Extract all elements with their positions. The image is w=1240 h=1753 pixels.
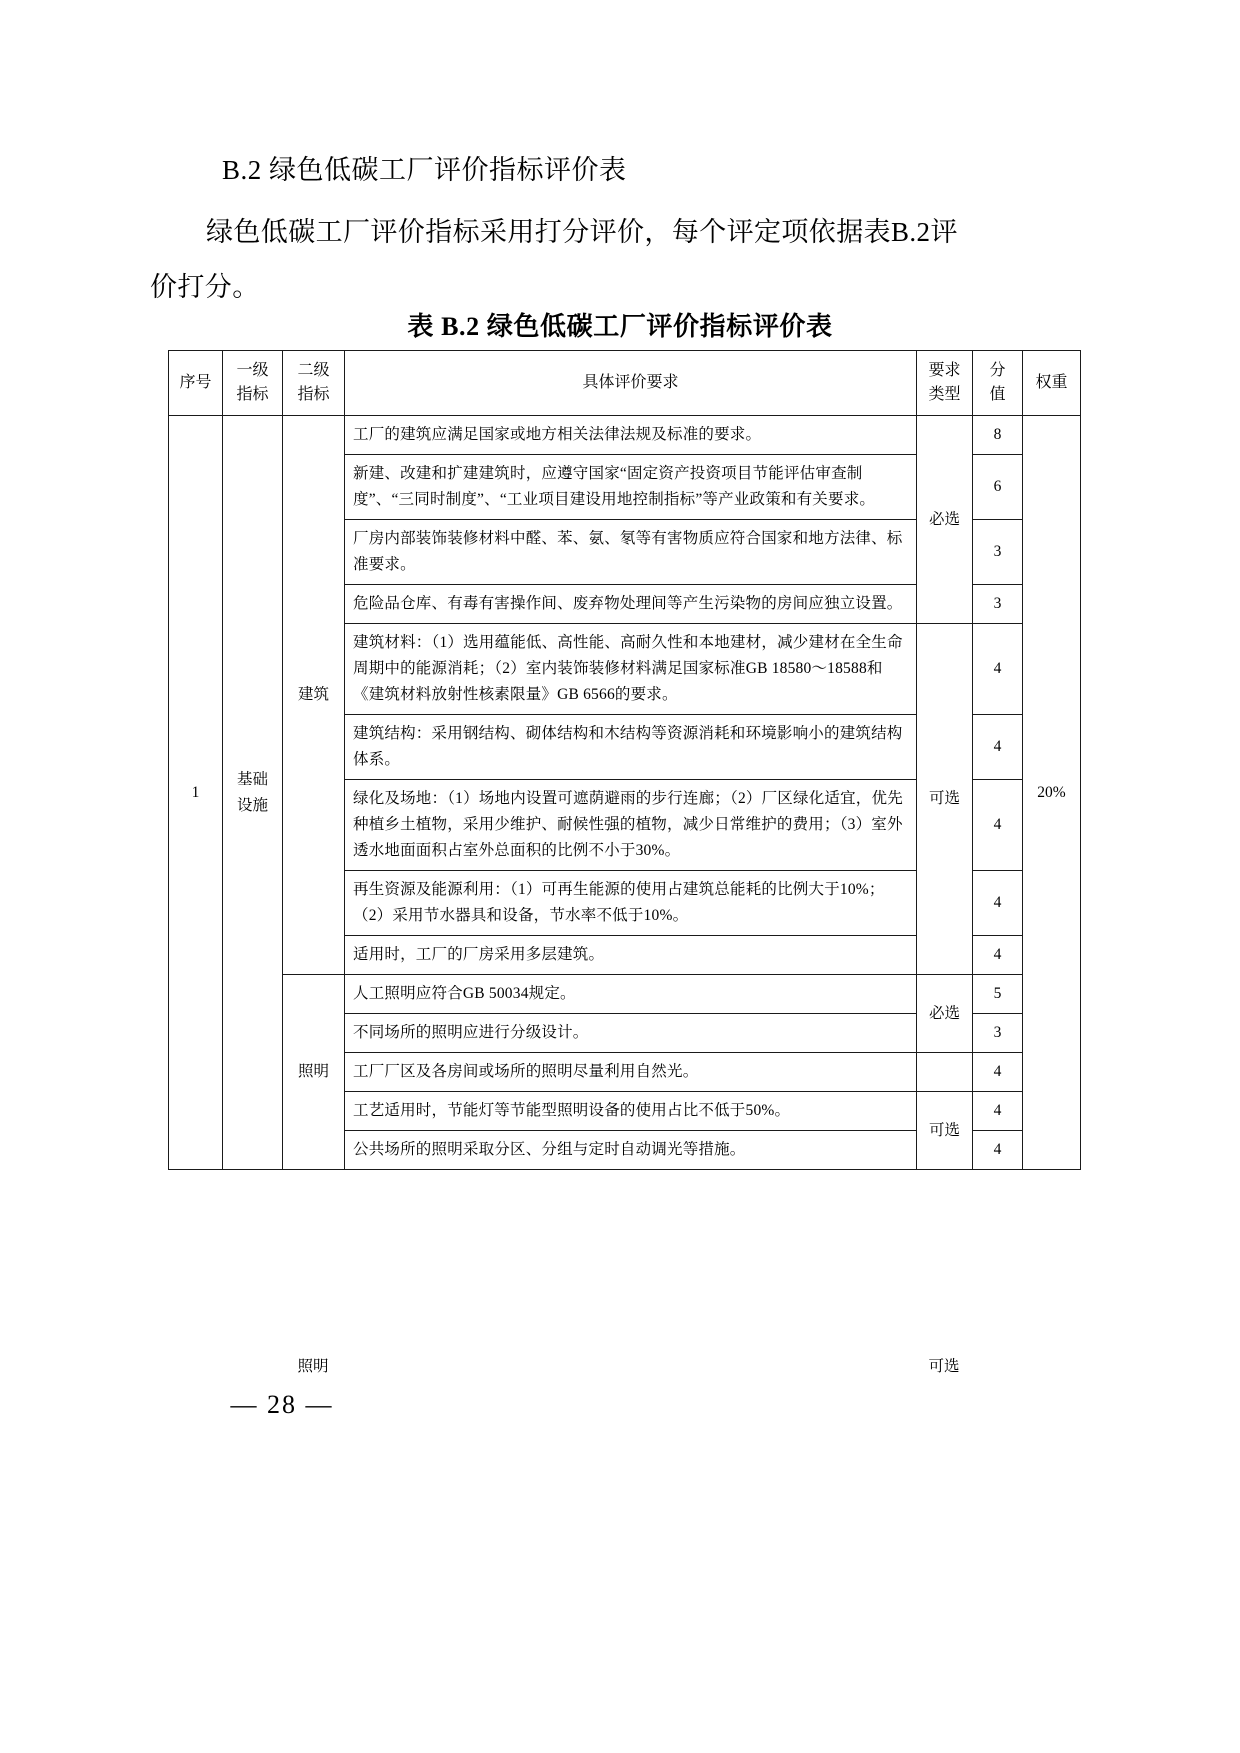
cell-type-optional: 可选 xyxy=(917,1092,973,1170)
evaluation-table-wrapper xyxy=(168,350,1072,1170)
cell-score: 8 xyxy=(973,416,1023,455)
cell-weight: 20% xyxy=(1023,416,1081,1170)
th-seq-label: 序号 xyxy=(179,374,212,391)
th-level2-line1: 二级 xyxy=(297,362,330,379)
cell-score: 6 xyxy=(973,455,1023,520)
th-score-line2: 值 xyxy=(989,386,1006,403)
table-continuation-row xyxy=(168,1348,1072,1386)
intro-paragraph: 绿色低碳工厂评价指标采用打分评价，每个评定项依据表B.2评价打分。 xyxy=(150,217,958,302)
cell-blank xyxy=(222,1348,282,1386)
cell-type-required: 必选 xyxy=(917,416,973,624)
cell-blank xyxy=(168,1348,222,1386)
cell-type-required: 必选 xyxy=(917,975,973,1053)
cell-score: 5 xyxy=(973,975,1023,1014)
cell-score: 4 xyxy=(973,1092,1023,1131)
cell-score: 4 xyxy=(973,1131,1023,1170)
th-level2 xyxy=(283,351,345,416)
th-level1 xyxy=(223,351,283,416)
cell-requirement: 工厂厂区及各房间或场所的照明尽量利用自然光。 xyxy=(345,1053,917,1092)
cell-requirement: 绿化及场地：（1）场地内设置可遮荫避雨的步行连廊；（2）厂区绿化适宜，优先种植乡土植物，采用少维护、耐候性强的植物，减少日常维护的费用；（3）室外透水地面面积占室外总面积的比例不小于30%。 xyxy=(345,780,917,871)
cell-requirement: 工厂的建筑应满足国家或地方相关法律法规及标准的要求。 xyxy=(345,416,917,455)
cell-seq: 1 xyxy=(169,416,223,1170)
cell-requirement: 再生资源及能源利用：（1）可再生能源的使用占建筑总能耗的比例大于10%；（2）采用节水器具和设备，节水率不低于10%。 xyxy=(345,871,917,936)
table-row xyxy=(169,975,1081,1014)
cell-score: 4 xyxy=(973,780,1023,871)
table-header xyxy=(169,351,1081,416)
cell-requirement: 新建、改建和扩建建筑时，应遵守国家“固定资产投资项目节能评估审查制度”、“三同时制度”、“工业项目建设用地控制指标”等产业政策和有关要求。 xyxy=(345,455,917,520)
cell-score: 3 xyxy=(973,520,1023,585)
cell-requirement: 建筑结构：采用钢结构、砌体结构和木结构等资源消耗和环境影响小的建筑结构体系。 xyxy=(345,715,917,780)
cell-requirement: 危险品仓库、有毒有害操作间、废弃物处理间等产生污染物的房间应独立设置。 xyxy=(345,585,917,624)
page-number xyxy=(0,1390,1240,1420)
th-weight-label: 权重 xyxy=(1035,374,1068,391)
th-score xyxy=(973,351,1023,416)
page-number-text: — 28 — xyxy=(230,1390,334,1419)
cell-requirement: 人工照明应符合GB 50034规定。 xyxy=(345,975,917,1014)
table-row xyxy=(168,1348,1080,1386)
cell-requirement: 建筑材料：（1）选用蕴能低、高性能、高耐久性和本地建材，减少建材在全生命周期中的能源消耗；（2）室内装饰装修材料满足国家标准GB 18580～18588和《建筑材料放射性核素限量》GB 6566的要求。 xyxy=(345,624,917,715)
cell-score: 4 xyxy=(973,871,1023,936)
th-type-line2: 类型 xyxy=(928,386,961,403)
th-score-line1: 分 xyxy=(989,362,1006,379)
cell-requirement: 适用时，工厂的厂房采用多层建筑。 xyxy=(345,936,917,975)
cell-type-optional: 可选 xyxy=(917,624,973,975)
cell-requirement: 厂房内部装饰装修材料中醛、苯、氨、氡等有害物质应符合国家和地方法律、标准要求。 xyxy=(345,520,917,585)
table-body xyxy=(169,416,1081,1170)
th-requirement-label: 具体评价要求 xyxy=(582,374,679,391)
cell-score: 4 xyxy=(973,1053,1023,1092)
th-weight xyxy=(1023,351,1081,416)
cell-score: 4 xyxy=(973,624,1023,715)
table-row xyxy=(169,416,1081,455)
cell-blank xyxy=(1022,1348,1080,1386)
cell-type-optional-continued: 可选 xyxy=(928,1358,960,1375)
evaluation-table xyxy=(168,350,1081,1170)
section-heading: B.2 绿色低碳工厂评价指标评价表 xyxy=(222,155,627,185)
cell-blank xyxy=(344,1348,916,1386)
th-level2-line2: 指标 xyxy=(297,386,330,403)
cell-score: 4 xyxy=(973,715,1023,780)
th-level1-line2: 指标 xyxy=(236,386,269,403)
cell-level2-lighting-continued: 照明 xyxy=(297,1358,329,1375)
table-caption: 表 B.2 绿色低碳工厂评价指标评价表 xyxy=(407,312,833,341)
th-requirement xyxy=(345,351,917,416)
cell-score: 3 xyxy=(973,1014,1023,1053)
cell-score: 3 xyxy=(973,585,1023,624)
continuation-table xyxy=(168,1348,1080,1386)
cell-requirement: 公共场所的照明采取分区、分组与定时自动调光等措施。 xyxy=(345,1131,917,1170)
cell-level1: 基础设施 xyxy=(223,416,283,1170)
th-type xyxy=(917,351,973,416)
cell-score: 4 xyxy=(973,936,1023,975)
cell-blank xyxy=(972,1348,1022,1386)
cell-level2-lighting: 照明 xyxy=(283,975,345,1170)
th-level1-line1: 一级 xyxy=(236,362,269,379)
th-seq xyxy=(169,351,223,416)
cell-requirement: 不同场所的照明应进行分级设计。 xyxy=(345,1014,917,1053)
cell-requirement: 工艺适用时，节能灯等节能型照明设备的使用占比不低于50%。 xyxy=(345,1092,917,1131)
th-type-line1: 要求 xyxy=(928,362,961,379)
table-header-row xyxy=(169,351,1081,416)
cell-type-blank xyxy=(917,1053,973,1092)
cell-level2-building: 建筑 xyxy=(283,416,345,975)
